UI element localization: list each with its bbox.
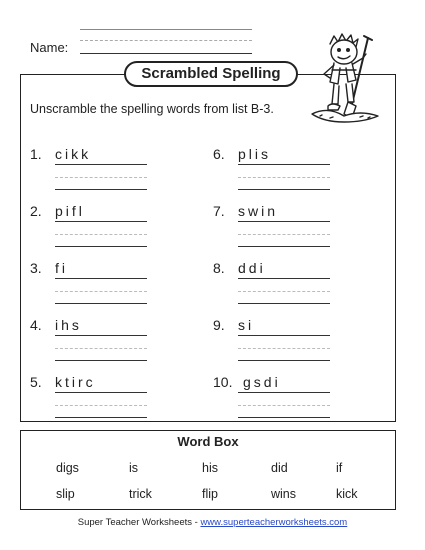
item-6-top-line [238,164,330,165]
name-line-top [80,29,252,30]
item-4-answer-line[interactable] [55,360,147,361]
word-box-word: wins [271,487,297,501]
item-6-dashed-line [238,177,330,178]
item-8-dashed-line [238,291,330,292]
word-box-title: Word Box [177,434,239,449]
item-3-answer-line[interactable] [55,303,147,304]
word-box-word: trick [129,487,152,501]
word-box-word: slip [56,487,75,501]
item-1-dashed-line [55,177,147,178]
item-9-dashed-line [238,348,330,349]
word-box-word: flip [202,487,218,501]
item-3-top-line [55,278,147,279]
word-box-word: digs [56,461,79,475]
item-9-number: 9. [213,317,225,333]
item-5-number: 5. [30,374,42,390]
item-5-dashed-line [55,405,147,406]
item-4-top-line [55,335,147,336]
item-5-scrambled-word: ktirc [55,374,96,390]
item-7-top-line [238,221,330,222]
item-2-scrambled-word: pifl [55,203,85,219]
footer [0,517,425,528]
boy-with-shovel-icon [308,30,386,124]
item-8-scrambled-word: ddi [238,260,266,276]
item-8-top-line [238,278,330,279]
item-1-number: 1. [30,146,42,162]
item-8-number: 8. [213,260,225,276]
item-10-dashed-line [238,405,330,406]
item-7-dashed-line [238,234,330,235]
name-line-dashed [80,40,252,41]
item-10-number: 10. [213,374,233,390]
word-box-word: did [271,461,288,475]
item-10-answer-line[interactable] [238,417,330,418]
item-1-top-line [55,164,147,165]
item-7-number: 7. [213,203,225,219]
word-box-word: his [202,461,218,475]
item-10-top-line [238,392,330,393]
item-1-answer-line[interactable] [55,189,147,190]
item-5-top-line [55,392,147,393]
item-3-scrambled-word: fi [55,260,68,276]
word-box-word: kick [336,487,358,501]
name-label: Name: [30,40,69,55]
item-2-dashed-line [55,234,147,235]
footer-link[interactable]: www.superteacherworksheets.com [200,517,348,528]
item-7-answer-line[interactable] [238,246,330,247]
worksheet-frame [20,74,396,422]
item-10-scrambled-word: gsdi [243,374,281,390]
item-9-answer-line[interactable] [238,360,330,361]
item-4-number: 4. [30,317,42,333]
item-2-number: 2. [30,203,42,219]
item-3-dashed-line [55,291,147,292]
item-1-scrambled-word: cikk [55,146,92,162]
item-4-scrambled-word: ihs [55,317,82,333]
item-9-scrambled-word: si [238,317,255,333]
item-6-scrambled-word: plis [238,146,272,162]
item-9-top-line [238,335,330,336]
item-2-answer-line[interactable] [55,246,147,247]
word-box-word: is [129,461,139,475]
item-3-number: 3. [30,260,42,276]
item-4-dashed-line [55,348,147,349]
item-6-number: 6. [213,146,225,162]
item-6-answer-line[interactable] [238,189,330,190]
footer-text: Super Teacher Worksheets - [77,517,201,528]
name-input-line[interactable] [80,53,252,54]
item-8-answer-line[interactable] [238,303,330,304]
worksheet-title: Scrambled Spelling [124,61,298,87]
item-2-top-line [55,221,147,222]
word-box-word: if [336,461,343,475]
item-7-scrambled-word: swin [238,203,279,219]
item-5-answer-line[interactable] [55,417,147,418]
instructions-text: Unscramble the spelling words from list B-3. [30,102,274,116]
